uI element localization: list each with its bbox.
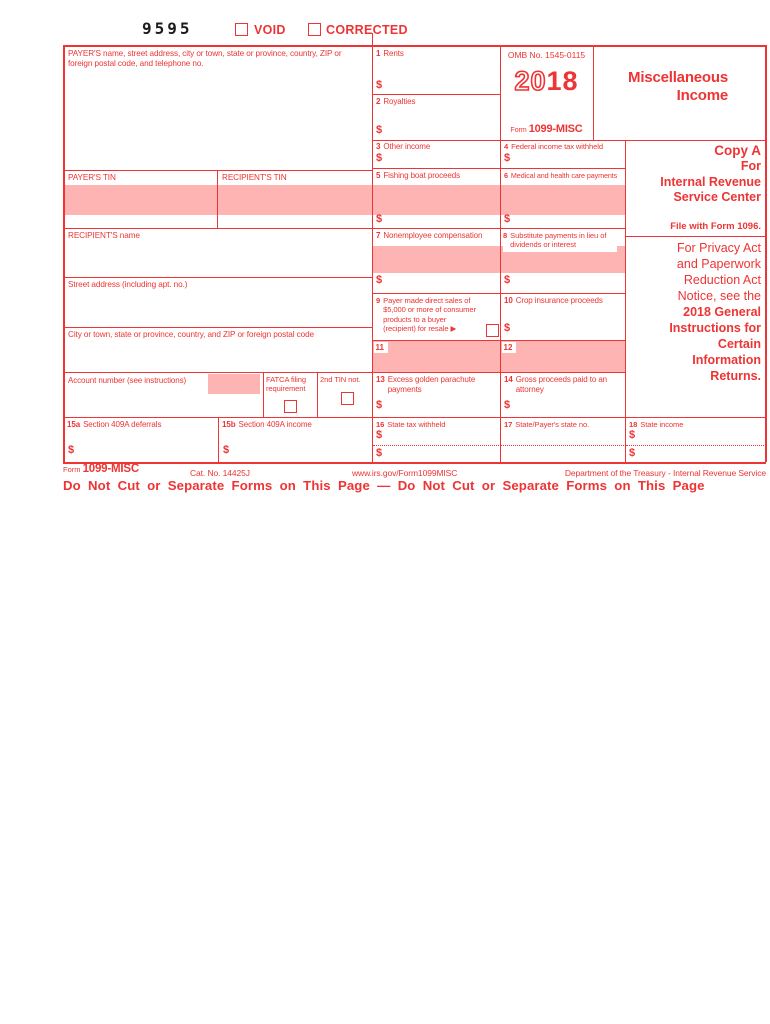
box13-label: 13 Excess golden parachute payments [376,375,476,394]
catalog-number: Cat. No. 14425J [190,468,250,478]
recipient-name-label: RECIPIENT'S name [68,231,140,240]
box4-dollar: $ [504,152,511,164]
box3-label: 3 Other income [376,142,431,151]
second-tin-label: 2nd TIN not. [320,375,361,384]
void-checkbox[interactable] [235,23,248,36]
scan-code: 9595 [142,19,193,38]
box14-dollar: $ [504,399,511,411]
box18-dollar-top: $ [629,429,636,441]
box14-label: 14 Gross proceeds paid to an attorney [504,375,608,394]
do-not-cut-warning: Do Not Cut or Separate Forms on This Page — Do Not Cut or Separate Forms on This Page [63,478,705,493]
city-label: City or town, state or province, country, and ZIP or foreign postal code [68,330,314,339]
grid-line [372,293,625,294]
grid-line [372,140,766,141]
fatca-label: FATCA filing requirement [266,375,307,394]
second-tin-checkbox[interactable] [341,392,354,405]
omb-number: OMB No. 1545-0115 [507,50,586,60]
box15b-dollar: $ [223,444,230,456]
copy-a-block: Copy A For Internal Revenue Service Center [660,143,761,204]
box3-dollar: $ [376,152,383,164]
box10-dollar: $ [504,322,511,334]
box6-dollar: $ [504,213,511,225]
box18-label: 18 State income [629,420,684,429]
street-address-label: Street address (including apt. no.) [68,280,188,289]
grid-line [372,168,625,169]
void-label: VOID [254,23,286,37]
box11-label: 11 [374,342,388,353]
box11-shaded-cell [372,340,500,372]
box5-label: 5 Fishing boat proceeds [376,171,460,180]
fatca-checkbox[interactable] [284,400,297,413]
account-number-label: Account number (see instructions) [68,376,187,385]
box12-label: 12 [502,342,517,353]
grid-line [63,417,766,418]
recipient-tin-label: RECIPIENT'S TIN [222,173,287,182]
privacy-notice: For Privacy Act and Paperwork Reduction Act Notice, see the 2018 General Instructions for Certain Information Returns. [669,241,761,383]
box13-dollar: $ [376,399,383,411]
grid-line [63,45,766,47]
payer-tin-label: PAYER'S TIN [68,173,116,182]
grid-line [372,340,625,341]
box5-dollar: $ [376,213,383,225]
box9-label: 9 Payer made direct sales of $5,000 or more of consumer products to a buyer (recipient) for resale ▶ [376,296,476,334]
box9-checkbox[interactable] [486,324,499,337]
footer-form-number: Form 1099-MISC [63,463,139,475]
irs-url: www.irs.gov/Form1099MISC [352,468,458,478]
box16-dotted-line [373,445,499,446]
grid-line [317,372,318,417]
form-title: Miscellaneous Income [628,69,728,104]
form-body [63,45,766,462]
box7-label: 7 Nonemployee compensation [376,231,483,240]
grid-line [63,462,766,464]
grid-line [263,372,264,417]
box18-dotted-line [626,445,764,446]
box16-dollar-bottom: $ [376,447,383,459]
box8-dollar: $ [504,274,511,286]
box1-dollar: $ [376,79,383,91]
grid-line [63,45,65,462]
form-number: Form 1099-MISC [510,123,583,135]
grid-line [63,228,625,229]
box15a-label: 15a Section 409A deferrals [67,420,162,429]
corrected-label: CORRECTED [326,23,408,37]
box4-label: 4 Federal income tax withheld [504,142,603,151]
corrected-checkbox[interactable] [308,23,321,36]
box2-dollar: $ [376,124,383,136]
grid-line [63,327,372,328]
grid-line [218,417,219,462]
grid-line [63,277,372,278]
grid-line [372,33,373,462]
account-shaded-chip [208,374,260,394]
box17-label: 17 State/Payer's state no. [504,420,590,429]
box8-label: 8 Substitute payments in lieu of dividends or interest [503,231,617,252]
box16-label: 16 State tax withheld [376,420,446,429]
box12-shaded-cell [500,340,625,372]
grid-line [765,45,767,462]
box15b-label: 15b Section 409A income [222,420,312,429]
box16-dollar-top: $ [376,429,383,441]
grid-line [500,45,501,462]
box15a-dollar: $ [68,444,75,456]
box10-label: 10 Crop insurance proceeds [504,296,603,305]
grid-line [217,170,218,228]
tax-year: 2018 [514,66,579,96]
grid-line [63,372,625,373]
file-note: File with Form 1096. [670,221,761,232]
box1-label: 1 Rents [376,49,404,58]
grid-line [625,236,766,237]
grid-line [372,94,500,95]
grid-line [625,140,626,462]
box2-label: 2 Royalties [376,97,416,106]
payer-name-label: PAYER'S name, street address, city or town, state or province, country, ZIP or foreign postal code, and telephone no. [68,49,342,69]
box7-shaded-band [372,246,500,273]
box7-dollar: $ [376,274,383,286]
treasury-line: Department of the Treasury - Internal Revenue Service [564,468,766,478]
box6-label: 6 Medical and health care payments [504,171,618,180]
tin-shaded-band [63,185,625,215]
box18-dollar-bottom: $ [629,447,636,459]
box17-dotted-line [501,445,624,446]
